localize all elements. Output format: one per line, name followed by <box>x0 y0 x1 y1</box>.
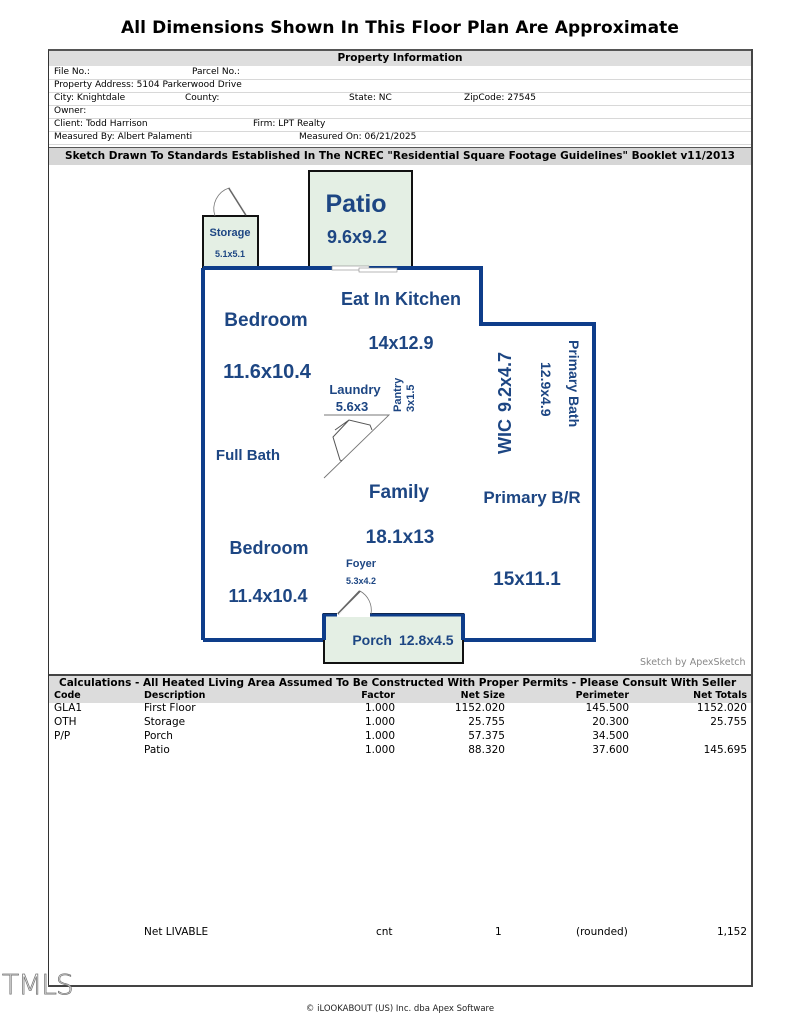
measured-on: Measured On: 06/21/2025 <box>299 132 417 142</box>
bedroom1-dims: 11.6x10.4 <box>223 361 311 383</box>
bedroom2-label: Bedroom <box>229 538 309 558</box>
firm: Firm: LPT Realty <box>253 119 326 129</box>
bedroom2-dims: 11.4x10.4 <box>228 586 308 606</box>
full-bath-label: Full Bath <box>215 447 281 464</box>
factor: 1.000 <box>364 730 395 742</box>
owner-row <box>49 105 751 119</box>
file-row <box>49 66 751 80</box>
net-size: 25.755 <box>468 716 505 728</box>
kitchen-label: Eat In Kitchen <box>340 289 462 309</box>
col-code: Code <box>54 690 81 701</box>
location-row <box>49 92 751 106</box>
table-row <box>49 701 751 715</box>
county: County: <box>185 93 220 103</box>
storage-room <box>203 188 258 268</box>
laundry-closet <box>324 415 389 478</box>
net-size: 88.320 <box>468 744 505 756</box>
perimeter: 20.300 <box>592 716 629 728</box>
net-total: 1152.020 <box>696 702 747 714</box>
parcel-no: Parcel No.: <box>192 67 240 77</box>
client: Client: Todd Harrison <box>54 119 148 129</box>
property-info-header: Property Information <box>49 51 751 66</box>
net-size: 57.375 <box>468 730 505 742</box>
front-door <box>338 591 371 614</box>
calculations-header <box>49 674 751 703</box>
cnt-label: cnt <box>376 926 393 938</box>
pantry-label: Pantry <box>392 377 404 412</box>
property-address: Property Address: 5104 Parkerwood Drive <box>54 80 242 90</box>
pantry-dims: 3x1.5 <box>405 384 417 412</box>
rounded-label: (rounded) <box>576 926 628 938</box>
col-perimeter: Perimeter <box>575 690 629 701</box>
svg-text:Porch: Porch <box>352 632 392 648</box>
sketch-credit: Sketch by ApexSketch <box>640 657 746 668</box>
factor: 1.000 <box>364 744 395 756</box>
file-no: File No.: <box>54 67 90 77</box>
primary-br-label: Primary B/R <box>483 488 581 507</box>
primary-bath-dims: 12.9x4.9 <box>538 362 554 417</box>
laundry-label: Laundry <box>329 382 381 397</box>
col-net-size: Net Size <box>460 690 505 701</box>
col-factor: Factor <box>361 690 395 701</box>
primary-bath-label: Primary Bath <box>566 340 582 428</box>
measured-row <box>49 131 751 145</box>
net-total: 145.695 <box>703 744 747 756</box>
col-net-totals: Net Totals <box>693 690 747 701</box>
perimeter: 145.500 <box>585 702 629 714</box>
description: Storage <box>144 716 186 728</box>
zipcode: ZipCode: 27545 <box>464 93 536 103</box>
net-size: 1152.020 <box>454 702 505 714</box>
floor-plan-sketch <box>49 165 751 673</box>
city: City: Knightdale <box>54 93 126 103</box>
wic-dims: 9.2x4.7 <box>495 351 515 412</box>
patio-room <box>309 171 412 269</box>
laundry-dims: 5.6x3 <box>335 399 369 414</box>
standards-note: Sketch Drawn To Standards Established In The NCREC "Residential Square Footage Guidelines" Booklet v11/2013 <box>49 147 751 165</box>
code: GLA1 <box>54 702 83 714</box>
bedroom1-label: Bedroom <box>224 310 308 331</box>
kitchen-dims: 14x12.9 <box>368 333 434 353</box>
svg-text:12.8x4.5: 12.8x4.5 <box>399 632 454 648</box>
frame-edge <box>751 49 753 987</box>
watermark-logo: TMLS <box>2 968 73 1001</box>
state: State: NC <box>349 93 392 103</box>
perimeter: 34.500 <box>592 730 629 742</box>
factor: 1.000 <box>364 702 395 714</box>
net-livable-total: 1,152 <box>716 926 747 938</box>
net-livable-row <box>49 925 751 939</box>
frame-edge-bottom <box>48 985 753 987</box>
page-title: All Dimensions Shown In This Floor Plan Are Approximate <box>121 18 679 38</box>
description: Patio <box>144 744 170 756</box>
description: First Floor <box>144 702 196 714</box>
measured-by: Measured By: Albert Palamenti <box>54 132 193 142</box>
owner: Owner: <box>54 106 87 116</box>
client-row <box>49 118 751 132</box>
svg-text:Patio: Patio <box>325 190 387 218</box>
foyer-dims: 5.3x4.2 <box>345 576 377 586</box>
svg-text:5.1x5.1: 5.1x5.1 <box>214 249 246 259</box>
foyer-label: Foyer <box>346 558 376 570</box>
calculations-title: Calculations - All Heated Living Area Assumed To Be Constructed With Proper Permits - Please Consult With Seller <box>59 677 737 689</box>
wic-label: WIC <box>495 419 515 454</box>
col-description: Description <box>144 690 206 701</box>
code: OTH <box>54 716 77 728</box>
perimeter: 37.600 <box>592 744 629 756</box>
description: Porch <box>144 730 173 742</box>
net-total: 25.755 <box>710 716 747 728</box>
code: P/P <box>54 730 71 742</box>
svg-text:9.6x9.2: 9.6x9.2 <box>326 227 388 247</box>
family-dims: 18.1x13 <box>365 527 435 548</box>
address-row <box>49 79 751 93</box>
porch-room <box>322 613 465 663</box>
table-row <box>49 743 751 757</box>
table-row <box>49 715 751 729</box>
family-label: Family <box>368 482 430 503</box>
factor: 1.000 <box>364 716 395 728</box>
svg-text:Storage: Storage <box>209 227 251 239</box>
table-row <box>49 729 751 743</box>
cnt-value: 1 <box>495 926 502 938</box>
net-livable-label: Net LIVABLE <box>144 926 209 938</box>
copyright-footer: © iLOOKABOUT (US) Inc. dba Apex Software <box>305 1004 495 1014</box>
primary-br-dims: 15x11.1 <box>493 569 561 590</box>
